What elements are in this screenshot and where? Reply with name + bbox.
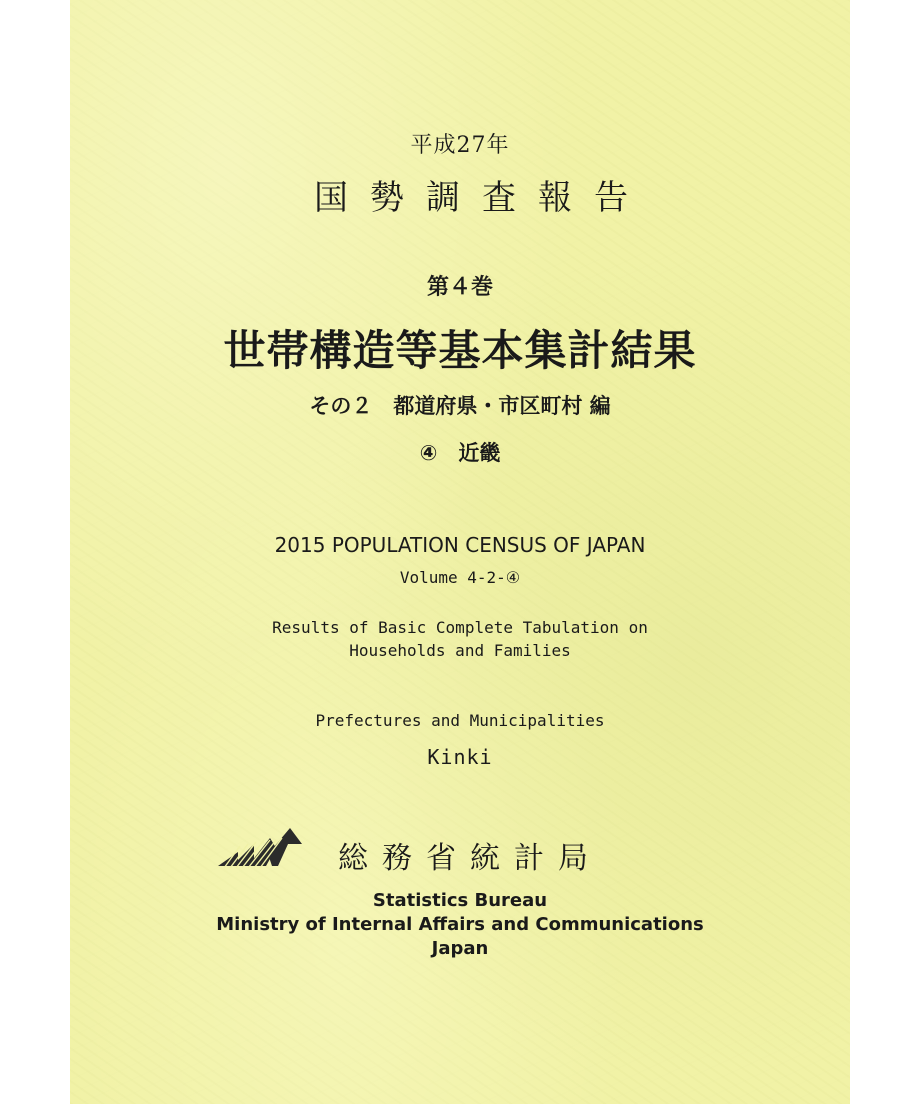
- region-label-en: Kinki: [427, 745, 493, 769]
- subtitle: その２ 都道府県・市区町村 編: [309, 394, 611, 418]
- publisher-name-en-line-1: Statistics Bureau: [372, 890, 548, 911]
- prefectures-label-en: Prefectures and Municipalities: [315, 711, 605, 730]
- publisher-name-en-line-3: Japan: [431, 938, 489, 959]
- region-label: ④ 近畿: [419, 441, 501, 465]
- publisher-name-en-line-2: Ministry of Internal Affairs and Communications: [216, 914, 704, 935]
- volume-number: 第４巻: [426, 275, 493, 300]
- volume-label-en: Volume 4-2-④: [399, 568, 521, 587]
- main-title: 世帯構造等基本集計結果: [223, 326, 697, 375]
- publisher-name-jp: 総務省統計局: [338, 841, 602, 876]
- statistics-bureau-logo-icon: [218, 824, 302, 870]
- census-title-en: 2015 POPULATION CENSUS OF JAPAN: [274, 533, 646, 557]
- report-cover: [70, 0, 850, 1104]
- era-year: 平成27年: [410, 133, 510, 158]
- results-title-line-2: Households and Families: [349, 641, 571, 660]
- report-title: 国勢調査報告: [314, 178, 650, 218]
- results-title-line-1: Results of Basic Complete Tabulation on: [272, 618, 648, 637]
